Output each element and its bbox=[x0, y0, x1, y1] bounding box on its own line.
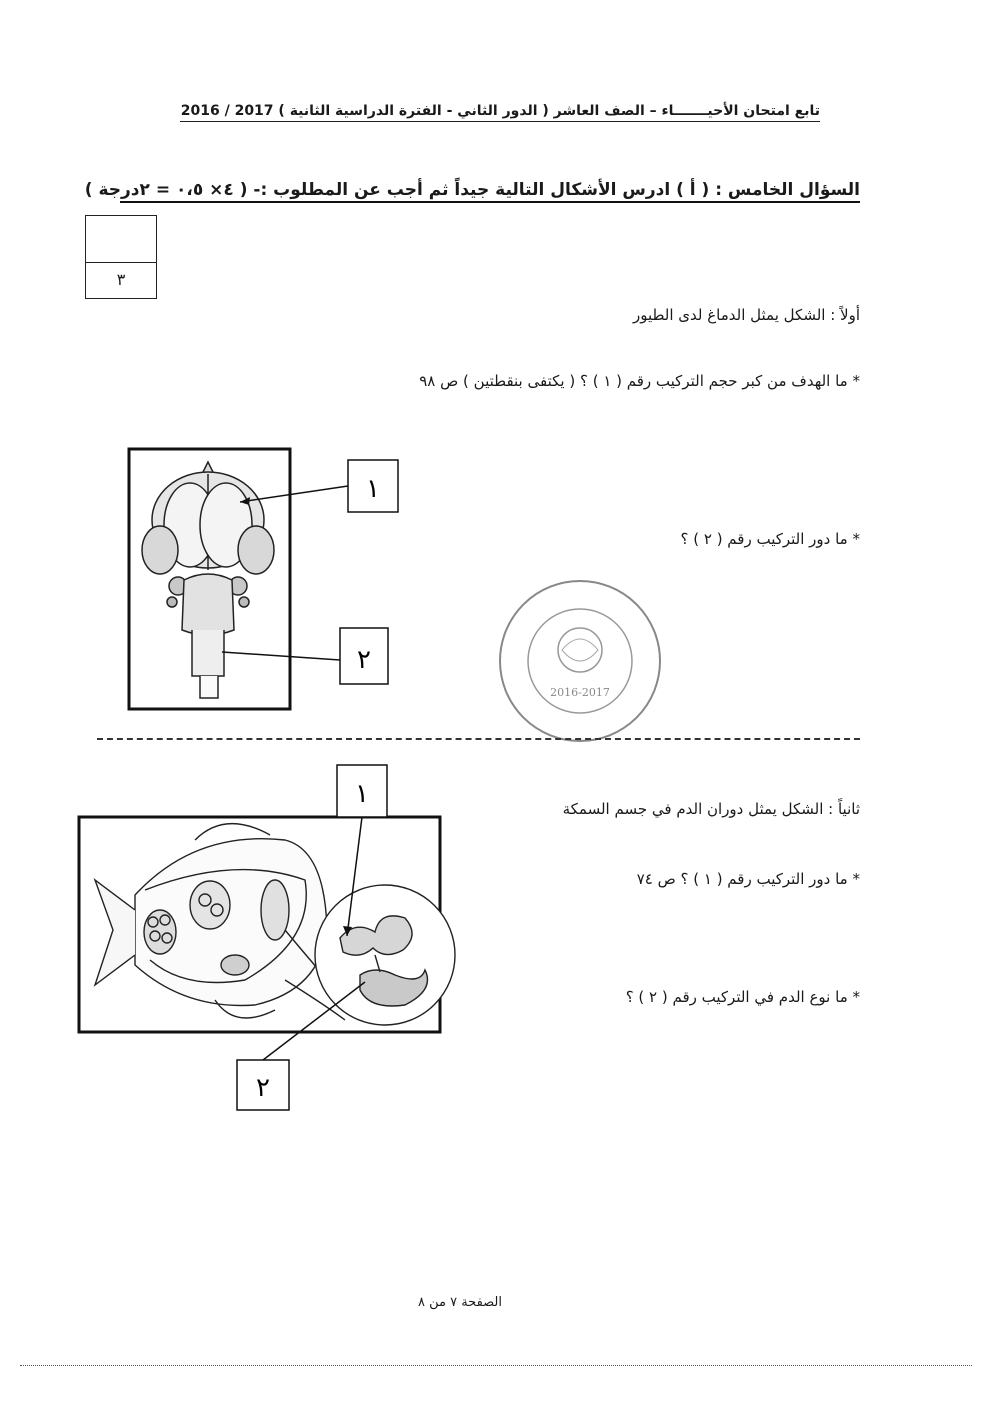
part2-question2: * ما نوع الدم في التركيب رقم ( ٢ ) ؟ bbox=[625, 988, 860, 1006]
brain-drawing bbox=[142, 462, 274, 698]
part1-question1: * ما الهدف من كبر حجم التركيب رقم ( ١ ) ؟ ( يكتفى بنقطتين ) ص ٩٨ bbox=[419, 372, 860, 390]
brain-label-2: ٢ bbox=[357, 645, 371, 675]
score-box-blank bbox=[86, 216, 156, 263]
bottom-edge-line bbox=[20, 1365, 972, 1366]
fish-circulation-figure bbox=[75, 760, 475, 1120]
official-stamp bbox=[497, 578, 663, 744]
pointer-line-2 bbox=[222, 652, 340, 660]
section-divider bbox=[97, 738, 860, 740]
fish-label-1: ١ bbox=[355, 779, 369, 809]
score-box bbox=[85, 215, 157, 299]
part1-question2: * ما دور التركيب رقم ( ٢ ) ؟ bbox=[680, 530, 860, 548]
pointer-line-1 bbox=[240, 486, 348, 502]
part1-heading: أولاً : الشكل يمثل الدماغ لدى الطيور bbox=[632, 306, 860, 324]
question-title: السؤال الخامس : ( أ ) ادرس الأشكال التالية جيداً ثم أجب عن المطلوب :- ( ٤× ٠،٥ = ٢درجة ) bbox=[120, 180, 860, 203]
exam-header: تابع امتحان الأحيـــــــاء – الصف العاشر ( الدور الثاني - الفترة الدراسية الثانية ) 2017 / 2016 bbox=[180, 103, 820, 122]
stamp-year: 2016-2017 bbox=[550, 686, 610, 699]
brain-label-1: ١ bbox=[366, 474, 380, 504]
part2-heading: ثانياً : الشكل يمثل دوران الدم في جسم السمكة bbox=[562, 800, 860, 818]
fish-drawing bbox=[95, 824, 455, 1025]
page-number: الصفحة ٧ من ٨ bbox=[417, 1295, 502, 1310]
bird-brain-figure bbox=[120, 440, 420, 720]
score-value: ٣ bbox=[116, 270, 126, 289]
fish-label-2: ٢ bbox=[256, 1073, 270, 1103]
stamp-emblem-icon bbox=[558, 628, 602, 672]
part2-question1: * ما دور التركيب رقم ( ١ ) ؟ ص ٧٤ bbox=[636, 870, 860, 888]
